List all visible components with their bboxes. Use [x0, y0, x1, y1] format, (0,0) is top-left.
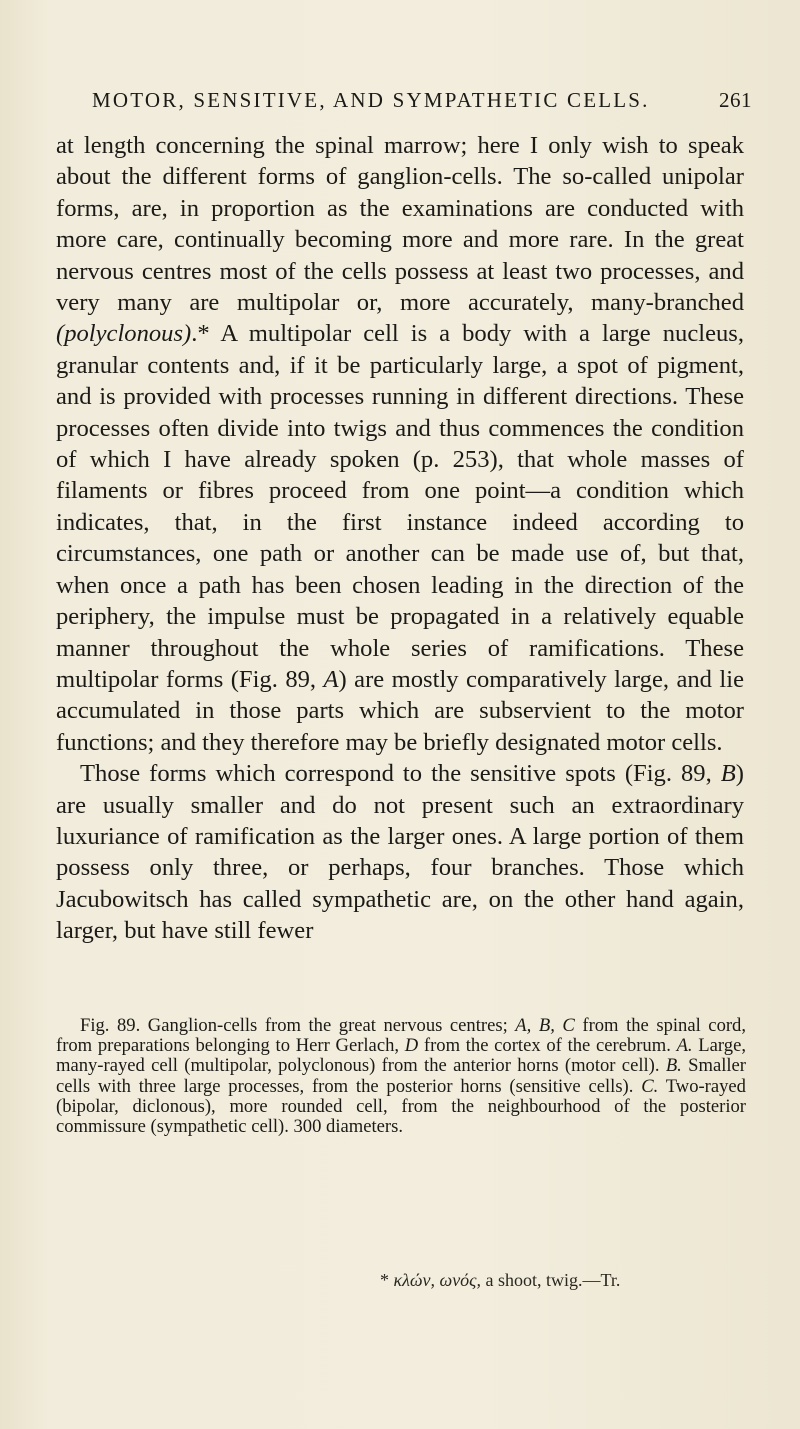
caption-label-a: A. [676, 1035, 693, 1057]
paragraph-2-text-a: Those forms which correspond to the sensitive spots (Fig. 89, [80, 760, 721, 788]
page-number: 261 [719, 88, 752, 112]
paragraph-1-text-a: at length concerning the spinal marrow; here I only wish to speak about the different forms of ganglion-cells. The so-called unipolar forms, are, in proportion as the examinations are conducted with more care, continually becoming more and more rare. In the great nervous centres most of the cells possess at least two processes, and very many are multipolar or, more accurately, many-branched [56, 132, 744, 317]
running-title: MOTOR, SENSITIVE, AND SYMPATHETIC CELLS. [92, 88, 650, 112]
footnote-marker: * [380, 1270, 389, 1290]
caption-label-b: B. [665, 1055, 682, 1077]
paragraph-1 [56, 130, 744, 758]
footnote [380, 1270, 620, 1291]
caption-text-g: Two-rayed (bipolar, diclonous), more rounded cell, from the neighbourhood of the posterior commissure (sympathetic cell). 300 diameters. [56, 1075, 746, 1138]
figure-ref-a: A [323, 665, 339, 693]
figure-caption [56, 1016, 746, 1137]
paragraph-2-text-b: ) are usually smaller and do not present such an extraordinary luxuriance of ramification as the larger ones. A large portion of them possess only three, or perhaps, four branches. Those which Jacubowitsch has called sympathetic are, on the other hand again, larger, but have still fewer [56, 760, 744, 945]
running-header [92, 88, 752, 113]
caption-label-d: D [404, 1035, 419, 1057]
footnote-text: a shoot, twig.—Tr. [481, 1270, 621, 1290]
caption-text-a: Fig. 89. Ganglion-cells from the great nervous centres; [80, 1015, 516, 1036]
caption-paragraph [56, 1016, 746, 1137]
main-text [56, 130, 744, 947]
figure-ref-b: B [720, 760, 736, 788]
caption-text-f: Smaller cells with three large processes, from the posterior horns (sensitive cells). [56, 1055, 747, 1097]
paragraph-1-text-c: ) are mostly comparatively large, and lie accumulated in those parts which are subservient to the motor functions; and they therefore may be briefly designated motor cells. [56, 665, 744, 756]
footnote-greek-term: κλών, ωνός, [393, 1270, 481, 1290]
caption-text-e: Large, many-rayed cell (multipolar, polyclonous) from the anterior horns (motor cell). [56, 1035, 746, 1077]
caption-label-abc: A, B, C [515, 1015, 575, 1036]
paragraph-1-text-b: .* A multipolar cell is a body with a large nucleus, granular contents and, if it be particularly large, a spot of pigment, and is provided with processes running in different directions. These processes often divide into twigs and thus commences the condition of which I have already spoken (p. 253), that whole masses of filaments or fibres proceed from one point—a condition which indicates, that, in the first instance indeed according to circumstances, one path or another can be made use of, but that, when once a path has been chosen leading in the direction of the periphery, the impulse must be propagated in a relatively equable manner throughout the whole series of ramifications. These multipolar forms (Fig. 89, [56, 320, 744, 693]
polyclonous-term: (polyclonous) [56, 320, 192, 348]
caption-label-c: C. [641, 1075, 659, 1097]
caption-text-b: from the spinal cord, from preparations belonging to Herr Gerlach, [56, 1015, 746, 1057]
caption-text-c: from the cortex of the cerebrum. [418, 1035, 677, 1057]
paragraph-2 [56, 758, 744, 946]
